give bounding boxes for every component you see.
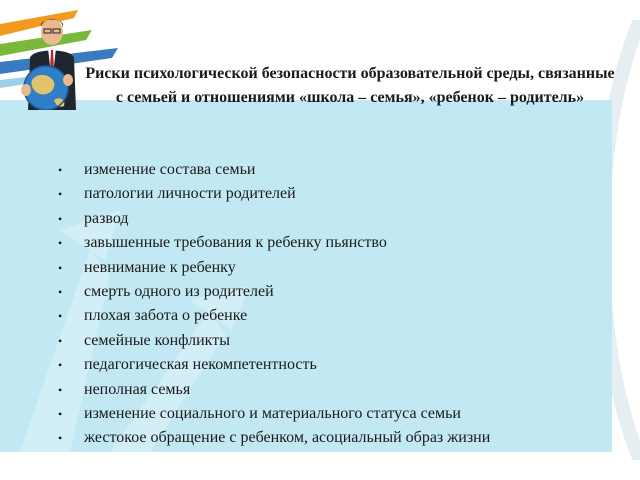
list-item-text: изменение состава семьи [84,161,256,178]
list-item-text: жестокое обращение с ребенком, асоциальный образ жизни [84,429,491,447]
bullet-dot-icon: • [58,382,63,397]
bullet-dot-icon: • [58,236,63,251]
list-item [58,353,490,377]
slide-title: Риски психологической безопасности образовательной среды, связанные с семьей и отношениями «школа – семья», «ребенок – родитель» [85,65,615,106]
list-item [58,231,490,255]
bullet-dot-icon: • [58,406,63,421]
bullet-dot-icon: • [58,358,63,373]
list-item-text: завышенные требования к ребенку пьянство [84,234,387,252]
bullet-dot-icon: • [58,163,63,177]
list-item [58,304,490,328]
list-item [58,329,490,353]
risk-list [58,158,490,451]
list-item-text: изменение социального и материального статуса семьи [84,404,461,422]
bullet-dot-icon: • [58,309,63,324]
list-item-text: плохая забота о ребенке [84,307,248,325]
list-item-text: патологии личности родителей [84,185,296,203]
bullet-dot-icon: • [58,431,63,446]
list-item [58,280,490,304]
bullet-dot-icon: • [58,260,63,275]
list-item-text: неполная семья [84,380,191,398]
list-item-text: семейные конфликты [84,331,230,349]
list-item [58,182,490,206]
list-item-text: невнимание к ребенку [84,258,236,276]
bullet-dot-icon: • [58,187,63,202]
list-item-text: смерть одного из родителей [84,282,274,300]
bullet-dot-icon: • [58,333,63,348]
list-item [58,158,490,182]
list-item [58,426,490,450]
list-item [58,402,490,426]
list-item [58,378,490,402]
list-item [58,256,490,280]
list-item-text: педагогическая некомпетентность [84,356,317,374]
list-item [58,207,490,231]
list-item-text: развод [84,209,129,227]
bullet-dot-icon: • [58,211,63,226]
bullet-dot-icon: • [58,284,63,299]
